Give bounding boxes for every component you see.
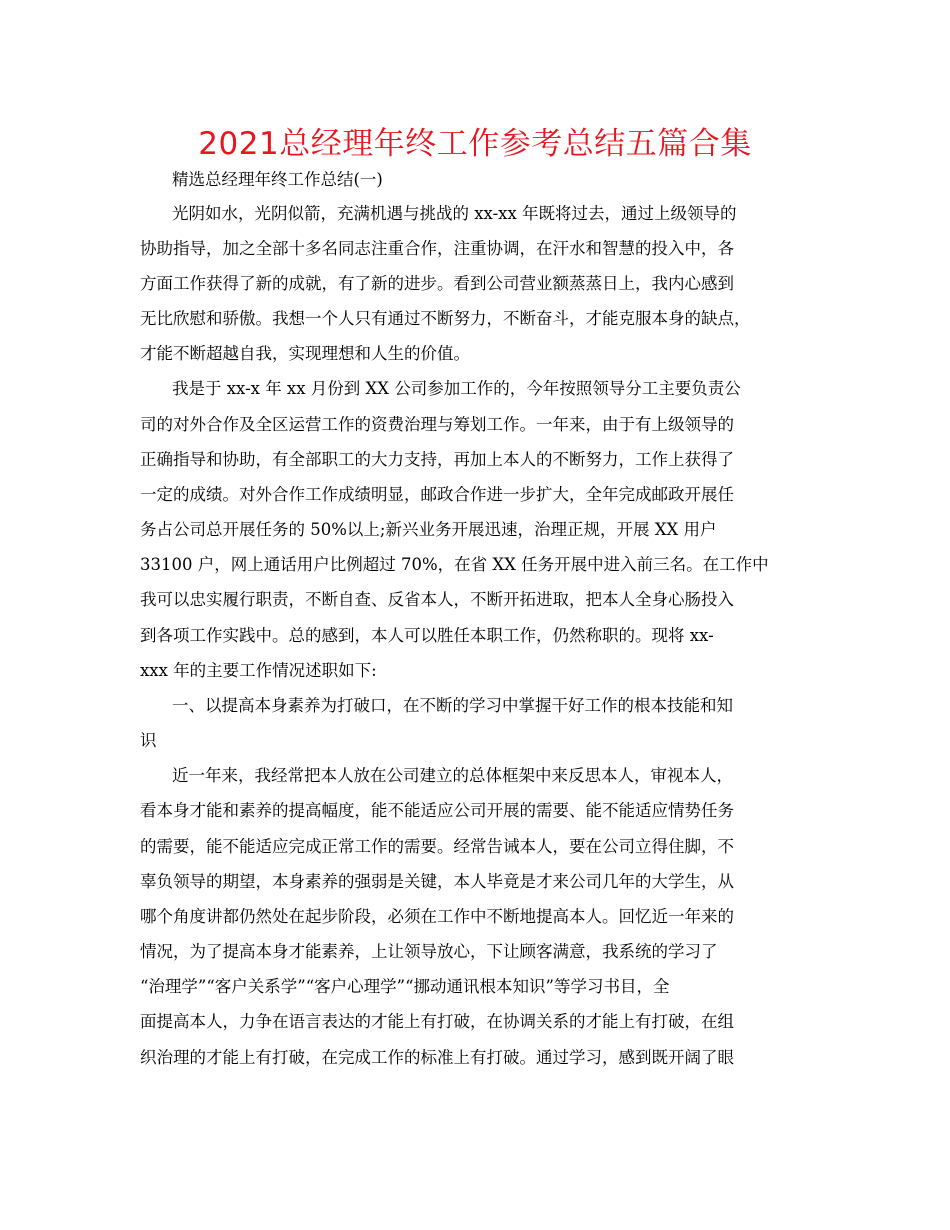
paragraph-line: 正确指导和协助，有全部职工的大力支持，再加上本人的不断努力，工作上获得了 [140, 450, 734, 469]
paragraph-line: 才能不断超越自我，实现理想和人生的价值。 [140, 344, 470, 363]
paragraph-line: 方面工作获得了新的成就，有了新的进步。看到公司营业额蒸蒸日上，我内心感到 [140, 274, 734, 293]
paragraph-line: 看本身才能和素养的提高幅度，能不能适应公司开展的需要、能不能适应情势任务 [140, 801, 734, 820]
paragraph-line: 一定的成绩。对外合作工作成绩明显，邮政合作进一步扩大，全年完成邮政开展任 [140, 485, 734, 504]
paragraph-line: 辜负领导的期望，本身素养的强弱是关键，本人毕竟是才来公司几年的大学生，从 [140, 872, 734, 891]
paragraph-line: “治理学”“客户关系学”“客户心理学”“挪动通讯根本知识”等学习书目，全 [140, 977, 670, 996]
paragraph-line: 情况，为了提高本身才能素养，上让领导放心，下让顾客满意，我系统的学习了 [140, 942, 718, 961]
paragraph-line: 我可以忠实履行职责，不断自查、反省本人，不断开拓进取，把本人全身心肠投入 [140, 590, 734, 609]
paragraph-line: xxx 年的主要工作情况述职如下: [140, 661, 377, 680]
heading-line: 一、以提高本身素养为打破口，在不断的学习中掌握干好工作的根本技能和知 [172, 696, 733, 715]
paragraph-line: 到各项工作实践中。总的感到，本人可以胜任本职工作，仍然称职的。现将 xx- [140, 626, 714, 645]
paragraph-line: 我是于 xx-x 年 xx 月份到 XX 公司参加工作的，今年按照领导分工主要负责公 [172, 379, 741, 398]
paragraph-line: 33100 户，网上通话用户比例超过 70%，在省 XX 任务开展中进入前三名。在工作中 [140, 555, 769, 574]
document-title: 2021总经理年终工作参考总结五篇合集 [198, 126, 752, 162]
paragraph-line: 的需要，能不能适应完成正常工作的需要。经常告诫本人，要在公司立得住脚，不 [140, 837, 734, 856]
paragraph-line: 面提高本人，力争在语言表达的才能上有打破，在协调关系的才能上有打破，在组 [140, 1012, 734, 1031]
paragraph-line: 司的对外合作及全区运营工作的资费治理与筹划工作。一年来，由于有上级领导的 [140, 415, 734, 434]
heading-line: 识 [140, 731, 157, 750]
paragraph-line: 协助指导，加之全部十多名同志注重合作，注重协调，在汗水和智慧的投入中，各 [140, 239, 734, 258]
section-subtitle: 精选总经理年终工作总结(一) [172, 170, 383, 189]
paragraph-line: 务占公司总开展任务的 50%以上;新兴业务开展迅速，治理正规，开展 XX 用户 [140, 520, 717, 539]
paragraph-line: 光阴如水，光阴似箭，充满机遇与挑战的 xx-xx 年既将过去，通过上级领导的 [172, 204, 737, 223]
paragraph-line: 无比欣慰和骄傲。我想一个人只有通过不断努力，不断奋斗，才能克服本身的缺点， [140, 309, 751, 328]
paragraph-line: 近一年来，我经常把本人放在公司建立的总体框架中来反思本人，审视本人， [172, 766, 733, 785]
paragraph-line: 织治理的才能上有打破，在完成工作的标准上有打破。通过学习，感到既开阔了眼 [140, 1048, 734, 1067]
paragraph-line: 哪个角度讲都仍然处在起步阶段，必须在工作中不断地提高本人。回忆近一年来的 [140, 907, 734, 926]
